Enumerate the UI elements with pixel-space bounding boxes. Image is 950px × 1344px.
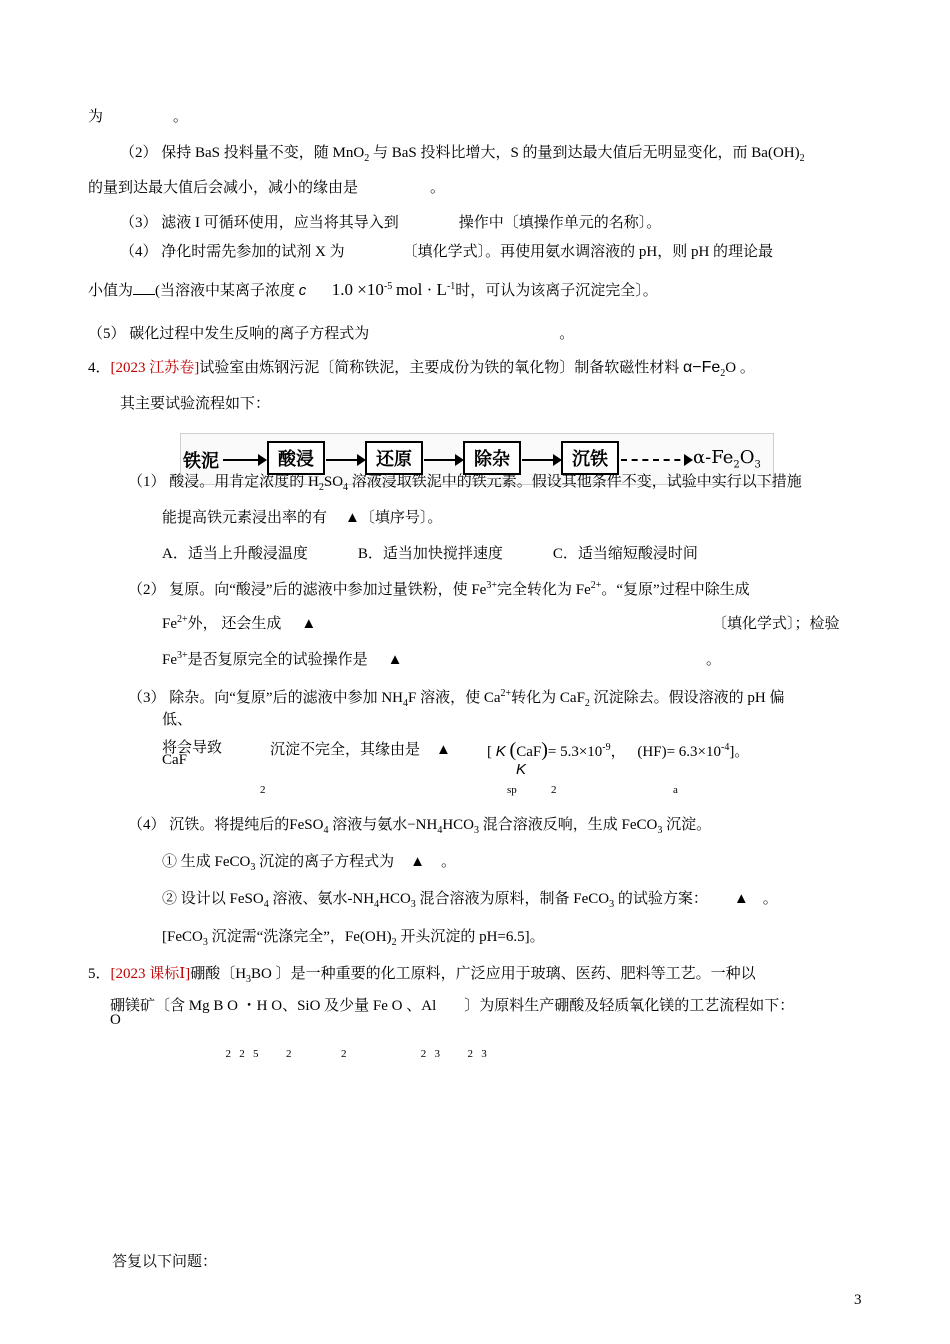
text: 复原。向“酸浸”后的滤液中参加过量铁粉，使 Fe — [169, 582, 487, 598]
superscript: -5 — [383, 281, 393, 292]
text: sp — [507, 784, 517, 796]
q3-part4-line2 — [88, 280, 658, 301]
text: (当溶液中某离子浓度 — [155, 283, 296, 299]
text: 〕为原料生产硼酸及轻质氧化镁的工艺流程如下： — [464, 998, 795, 1014]
q4-s1-options — [162, 544, 698, 564]
q3-part4-line1 — [120, 242, 773, 262]
subscript: 4 — [437, 825, 443, 836]
option-c: C．适当缩短酸浸时间 — [552, 546, 698, 562]
text: 沉淀需“洗涤完全”，Fe(OH) — [207, 929, 392, 945]
text: 。 — [559, 326, 575, 342]
text: 操作中〔填操作单元的名称〕。 — [458, 215, 662, 231]
text: ▲ — [387, 652, 403, 668]
text: 。 — [440, 854, 456, 870]
text: 沉淀。 — [662, 817, 712, 833]
part-number: （4） — [128, 817, 166, 833]
text: 。 — [762, 891, 778, 907]
q4-s3-sub-22 — [551, 780, 557, 800]
part-number: （4） — [120, 244, 158, 260]
subscript: 3 — [657, 825, 663, 836]
text: 的量到达最大值后会减小，减小的缘由是 — [88, 180, 359, 196]
text: ]。 — [729, 744, 750, 760]
text: 2 — [551, 784, 557, 796]
q3-part3 — [120, 213, 661, 233]
q3-part2-line2 — [88, 178, 445, 198]
text: 与 BaS 投料比增大，S 的量到达最大值后无明显变化，而 Ba(OH) — [369, 145, 800, 161]
q3-part5 — [88, 324, 574, 344]
text: 小值为 — [88, 283, 134, 299]
q4-s3-sub-sp — [507, 780, 517, 800]
text: 碳化过程中发生反响的离子方程式为 — [129, 326, 370, 342]
text: 沉淀的离子方程式为 — [255, 854, 395, 870]
source-tag: [2023 课标Ⅰ] — [110, 966, 191, 982]
text: 保持 BaS 投料量不变，随 MnO — [161, 145, 365, 161]
q3-part2-line1 — [120, 143, 805, 163]
text: 硼镁矿〔含 Mg B O ・H O、SiO 及少量 Fe O 、Al — [110, 998, 437, 1014]
superscript: -4 — [721, 742, 730, 753]
superscript: -9 — [602, 742, 611, 753]
superscript: -1 — [446, 281, 456, 292]
text: [FeCO — [162, 929, 203, 945]
text: 。“复原”过程中除生成 — [601, 582, 750, 598]
arrow-icon — [326, 459, 364, 461]
text: 除杂。向“复原”后的滤液中参加 NH — [169, 690, 403, 706]
text: HCO — [379, 891, 411, 907]
option-b: B．适当加快搅拌速度 — [357, 546, 503, 562]
text: 。 — [706, 652, 722, 668]
flow-step-reduce: 还原 — [365, 441, 423, 475]
q5-line2 — [110, 996, 794, 1016]
text: 时，可认为该离子沉淀完全〕。 — [455, 283, 658, 299]
subscript: 4 — [343, 482, 349, 493]
text: 滤液 I 可循环使用，应当将其导入到 — [161, 215, 399, 231]
text: 低、 — [162, 712, 193, 728]
text: ▲ — [301, 616, 317, 632]
text: CaF — [516, 744, 542, 760]
q4-s3-line2 — [162, 710, 192, 730]
text: Fe — [162, 616, 177, 632]
subscript: 4 — [403, 698, 408, 709]
text: 混合溶液为原料，制备 FeCO — [415, 891, 610, 907]
question-number: 4． — [88, 360, 111, 376]
part-number: （2） — [120, 145, 158, 161]
part-number: （3） — [128, 690, 166, 706]
text: 开头沉淀的 pH=6.5]。 — [396, 929, 545, 945]
subscript: 4 — [323, 825, 329, 836]
text: 沉淀不完全，其缘由是 — [270, 742, 421, 758]
q4-s2-end — [706, 650, 721, 670]
text: CaF — [162, 752, 188, 768]
dashed-arrow-icon — [621, 459, 691, 461]
text: a — [673, 784, 678, 796]
text: O — [725, 360, 737, 376]
text: ▲〔填序号〕。 — [345, 510, 443, 526]
flow-step-acid-leach: 酸浸 — [267, 441, 325, 475]
part-number: （5） — [88, 326, 126, 342]
text: [ — [487, 744, 492, 760]
text: 1.0 ×10 — [331, 280, 384, 299]
text: ▲ — [410, 854, 425, 870]
text: F 溶液，使 Ca — [408, 690, 501, 706]
text: ， — [610, 744, 626, 760]
text: 为 — [88, 109, 104, 125]
arrow-icon — [424, 459, 462, 461]
text: 净化时需先参加的试剂 X 为 — [161, 244, 345, 260]
subscript: 2 — [391, 937, 397, 948]
text: BO 〕是一种重要的化工原料，广泛应用于玻璃、医药、肥料等工艺。一种以 — [251, 966, 756, 982]
text: 2 2 5 2 2 2 3 2 3 — [225, 1048, 487, 1060]
source-tag: [2023 江苏卷] — [110, 360, 200, 376]
part-number: （1） — [128, 474, 166, 490]
text: SO — [323, 474, 344, 490]
text: 硼酸〔H — [190, 966, 247, 982]
subscript: 2 — [799, 153, 805, 164]
text: α-Fe — [693, 447, 734, 468]
subscript: 3 — [246, 974, 252, 985]
text: O — [110, 1012, 121, 1028]
subscript: 2 — [364, 153, 370, 164]
text: 2 — [260, 784, 266, 796]
variable-k: K — [495, 743, 506, 760]
q4-s3-line1 — [128, 688, 785, 708]
superscript: 2+ — [500, 688, 512, 699]
q4-s3-sub-2 — [260, 780, 266, 800]
subscript: 2 — [720, 368, 726, 379]
text: = 5.3×10 — [547, 744, 603, 760]
text: 沉铁。将提纯后的FeSO — [169, 817, 324, 833]
text: 酸浸。用肯定浓度的 H — [169, 474, 319, 490]
subscript: 2 — [733, 459, 740, 471]
q5-header — [88, 964, 756, 984]
subscript: 2 — [584, 698, 590, 709]
text: O — [739, 447, 755, 468]
text: 溶液、氨水-NH — [268, 891, 375, 907]
flow-start-label: 铁泥 — [183, 451, 219, 472]
text: 外， 还会生成 — [187, 616, 282, 632]
text: 〔填化学式〕。再使用氨水调溶液的 pH，则 pH 的理论最 — [402, 244, 774, 260]
subscript: 3 — [250, 862, 256, 873]
arrow-icon — [223, 459, 265, 461]
text: 是否复原完全的试验操作是 — [187, 652, 368, 668]
q4-s4-note — [162, 927, 545, 947]
q4-intro2 — [120, 394, 270, 414]
text: 〔填化学式〕；检验 — [712, 616, 840, 632]
q4-s3-caf — [162, 750, 187, 770]
q4-s4-i — [162, 852, 456, 872]
text: mol · L — [395, 280, 447, 299]
superscript: 3+ — [486, 580, 497, 591]
text: 能提高铁元素浸出率的有 — [162, 510, 328, 526]
q5-o — [110, 1010, 121, 1030]
flow-step-precipitate: 沉铁 — [561, 441, 619, 475]
part-number: （3） — [120, 215, 158, 231]
superscript: 3+ — [177, 650, 188, 661]
subscript: 4 — [263, 899, 269, 910]
flow-end-label — [693, 447, 761, 471]
text: 3 — [854, 1292, 862, 1308]
page-number — [854, 1290, 862, 1310]
text: 的试验方案： — [614, 891, 708, 907]
text: 试验室由炼钢污泥〔简称铁泥，主要成份为铁的氧化物〕制备软磁性材料 — [199, 360, 680, 376]
q4-s3-formula: [ K $(CaF)= 5.3\times 10^{-9}$， $(HF)= 6.3\times 10^{-4}$]。 — [487, 739, 750, 761]
text: 。 — [430, 180, 446, 196]
text: 溶液与氨水−NH — [328, 817, 438, 833]
q4-s4-ii — [162, 889, 778, 909]
subscript: 4 — [374, 899, 380, 910]
subscript: 3 — [202, 937, 208, 948]
q5-answer-prompt — [112, 1252, 217, 1272]
q4-s1-line1 — [128, 472, 802, 492]
q4-s3-sub-a — [673, 780, 678, 800]
text: ▲ — [436, 742, 451, 758]
text: ② 设计以 FeSO — [162, 891, 264, 907]
superscript: 2+ — [177, 614, 188, 625]
flow-step-purify: 除杂 — [463, 441, 521, 475]
text: (HF)= 6.3×10 — [637, 744, 721, 760]
formula: α−Fe — [683, 359, 721, 376]
part-number: （2） — [128, 582, 166, 598]
text: ① 生成 FeCO — [162, 854, 251, 870]
text: 其主要试验流程如下： — [120, 396, 271, 412]
q3-wei-line — [88, 107, 188, 127]
subscript: 3 — [754, 459, 761, 471]
q4-s2-line3 — [162, 650, 403, 670]
q4-header — [88, 358, 755, 378]
text: 混合溶液反响，生成 FeCO — [479, 817, 658, 833]
question-number: 5． — [88, 966, 111, 982]
q5-subscripts — [220, 1024, 487, 1064]
text: 完全转化为 Fe — [496, 582, 591, 598]
option-a: A．适当上升酸浸温度 — [162, 546, 308, 562]
q4-s1-line2 — [162, 508, 442, 528]
superscript: 2+ — [590, 580, 602, 591]
blank — [133, 280, 155, 295]
q4-s2-line2 — [162, 614, 316, 634]
subscript: 3 — [609, 899, 615, 910]
subscript: 2 — [318, 482, 324, 493]
subscript: 3 — [474, 825, 480, 836]
arrow-icon — [522, 459, 560, 461]
variable-c: c — [298, 282, 307, 299]
variable-k: K — [516, 761, 527, 778]
text: 将会导致 — [162, 740, 223, 756]
text: 。 — [173, 109, 189, 125]
text: HCO — [442, 817, 475, 833]
text: 沉淀除去。假设溶液的 pH 偏 — [589, 690, 785, 706]
text: 。 — [736, 360, 755, 376]
text: ▲ — [733, 891, 749, 907]
q4-s4-line1 — [128, 815, 711, 835]
q4-s3-k2 — [516, 760, 526, 780]
q4-s2-line1 — [128, 580, 750, 600]
text: 答复以下问题： — [112, 1254, 218, 1270]
subscript: 3 — [410, 899, 416, 910]
text: 转化为 CaF — [511, 690, 585, 706]
q4-s2-line2-right — [712, 614, 840, 634]
q4-s3-line3b — [270, 740, 451, 760]
text: Fe — [162, 652, 177, 668]
text: 溶液浸取铁泥中的铁元素。假设其他条件不变，试验中实行以下措施 — [348, 474, 802, 490]
